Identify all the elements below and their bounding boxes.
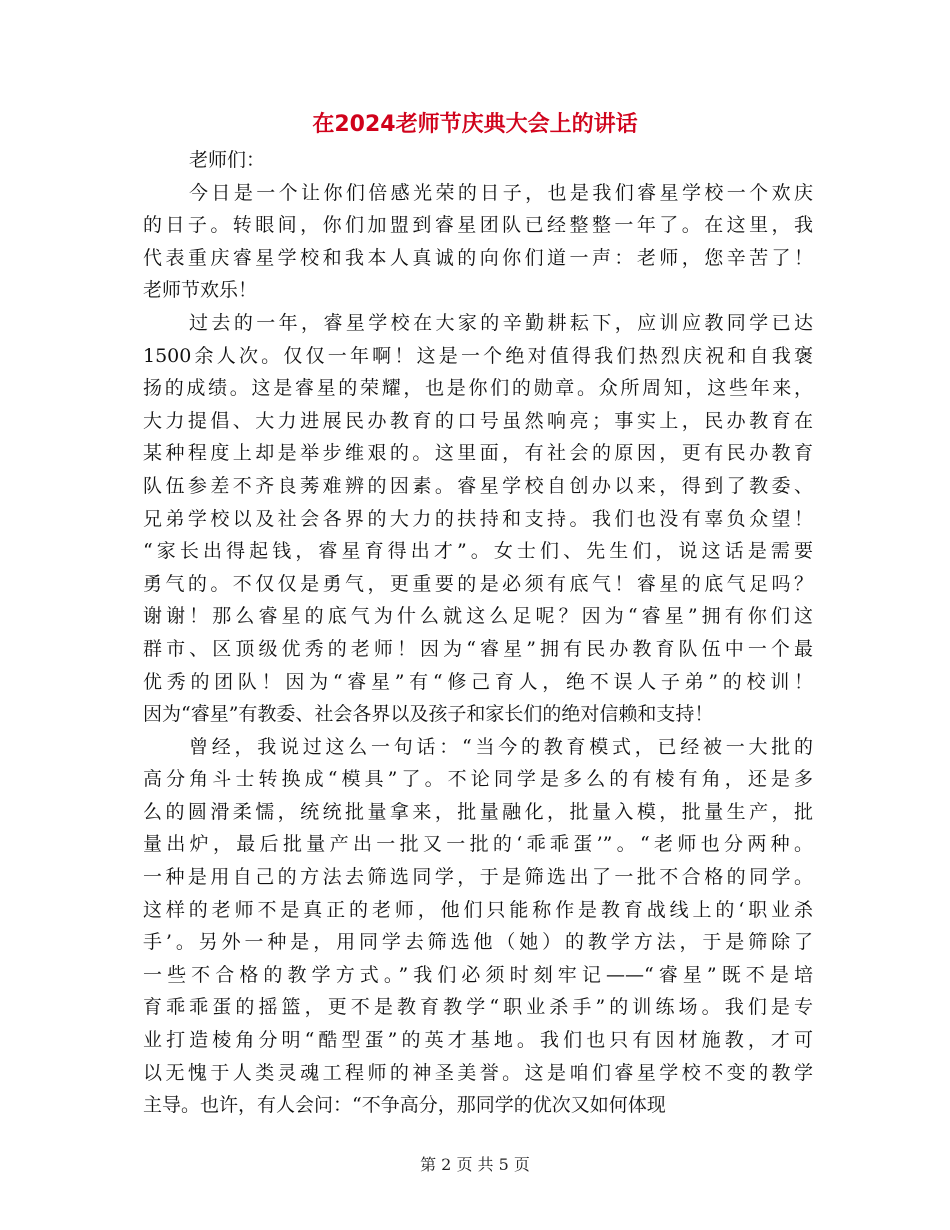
document-title: 在2024老师节庆典大会上的讲话 <box>312 112 638 137</box>
text-line: 某种程度上却是举步维艰的。这里面，有社会的原因，更有民办教育 <box>143 442 813 465</box>
text-line: “家长出得起钱，睿星育得出才”。女士们、先生们，说这话是需要 <box>143 540 813 563</box>
text-line: 1500余人次。仅仅一年啊！这是一个绝对值得我们热烈庆祝和自我褒 <box>143 344 813 367</box>
text-line: 扬的成绩。这是睿星的荣耀，也是你们的勋章。众所周知，这些年来， <box>143 377 813 400</box>
text-line: 勇气的。不仅仅是勇气，更重要的是必须有底气！睿星的底气足吗？ <box>143 572 813 595</box>
text-line: 优秀的团队！因为“睿星”有“修己育人，绝不误人子弟”的校训！ <box>143 670 813 693</box>
text-line: 兄弟学校以及社会各界的大力的扶持和支持。我们也没有辜负众望！ <box>143 507 813 530</box>
text-line: 手’。另外一种是，用同学去筛选他（她）的教学方法，于是筛除了 <box>143 931 813 954</box>
text-line: 的日子。转眼间，你们加盟到睿星团队已经整整一年了。在这里，我 <box>143 214 813 237</box>
text-line: 代表重庆睿星学校和我本人真诚的向你们道一声：老师，您辛苦了！ <box>143 246 813 269</box>
text-line: 大力提倡、大力进展民办教育的口号虽然响亮；事实上，民办教育在 <box>143 409 813 432</box>
text-line: 因为“睿星”有教委、社会各界以及孩子和家长们的绝对信赖和支持！ <box>143 703 714 726</box>
page-number-footer: 第 2 页 共 5 页 <box>420 1155 530 1174</box>
text-line: 过去的一年，睿星学校在大家的辛勤耕耘下，应训应教同学已达 <box>189 311 813 334</box>
text-line: 主导。也许，有人会问：“不争高分，那同学的优次又如何体现 <box>143 1094 666 1117</box>
text-line: 老师节欢乐！ <box>143 279 258 302</box>
text-line: 高分角斗士转换成“模具”了。不论同学是多么的有棱有角，还是多 <box>143 768 813 791</box>
text-line: 以无愧于人类灵魂工程师的神圣美誉。这是咱们睿星学校不变的教学 <box>143 1061 813 1084</box>
text-line: 这样的老师不是真正的老师，他们只能称作是教育战线上的‘职业杀 <box>143 898 813 921</box>
text-line: 队伍参差不齐良莠难辨的因素。睿星学校自创办以来，得到了教委、 <box>143 474 813 497</box>
text-line: 育乖乖蛋的摇篮，更不是教育教学“职业杀手”的训练场。我们是专 <box>143 996 813 1019</box>
text-line: 么的圆滑柔懦，统统批量拿来，批量融化，批量入模，批量生产，批 <box>143 800 813 823</box>
text-line: 谢谢！那么睿星的底气为什么就这么足呢？因为“睿星”拥有你们这 <box>143 605 813 628</box>
text-line: 今日是一个让你们倍感光荣的日子，也是我们睿星学校一个欢庆 <box>189 181 813 204</box>
text-line: 曾经，我说过这么一句话：“当今的教育模式，已经被一大批的 <box>189 735 813 758</box>
text-line: 一种是用自己的方法去筛选同学，于是筛选出了一批不合格的同学。 <box>143 866 813 889</box>
text-line: 一些不合格的教学方式。”我们必须时刻牢记——“睿星”既不是培 <box>143 963 813 986</box>
document-body <box>143 144 813 1122</box>
salutation-line: 老师们： <box>189 149 266 171</box>
text-line: 量出炉，最后批量产出一批又一批的‘乖乖蛋’”。“老师也分两种。 <box>143 833 813 856</box>
text-line: 群市、区顶级优秀的老师！因为“睿星”拥有民办教育队伍中一个最 <box>143 637 813 660</box>
text-line: 业打造棱角分明“酷型蛋”的英才基地。我们也只有因材施教，才可 <box>143 1029 813 1052</box>
